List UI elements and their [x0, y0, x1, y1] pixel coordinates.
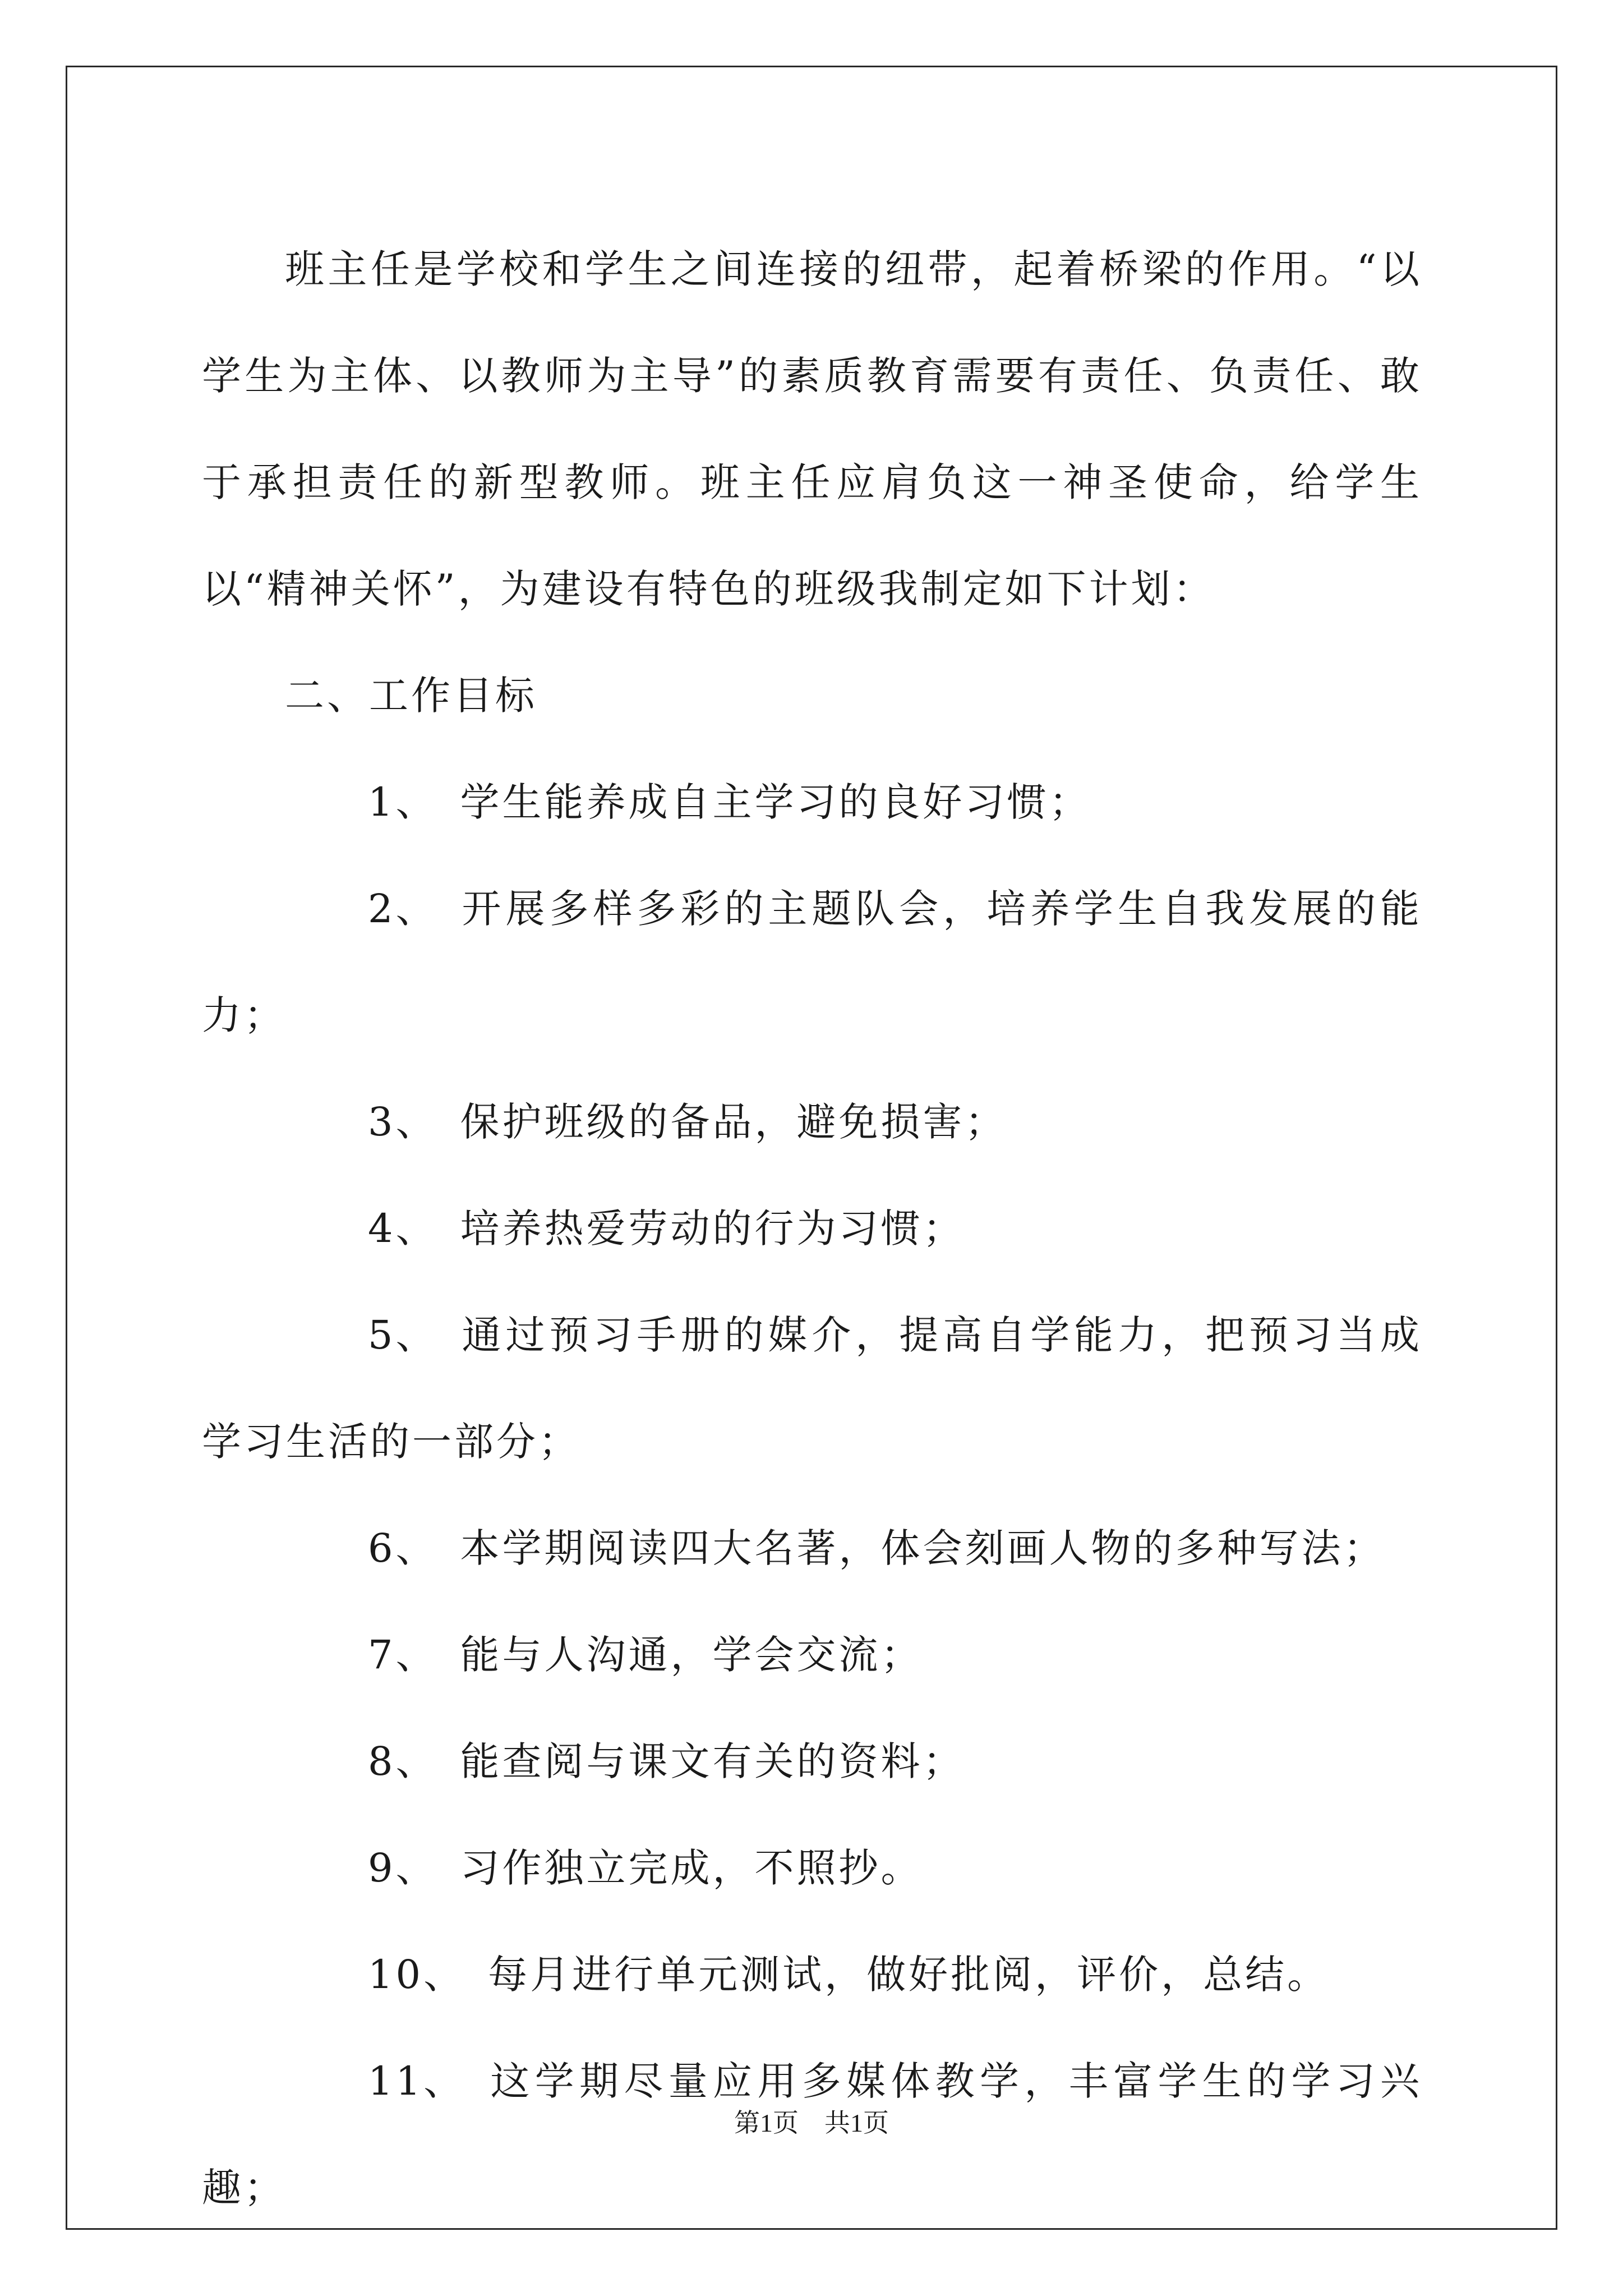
goal-number: 10、 — [368, 1952, 466, 1998]
intro-paragraph: 班主任是学校和学生之间连接的纽带，起着桥梁的作用。“以学生为主体、以教师为主导”的素质教育需要有责任、负责任、敢于承担责任的新型教师。班主任应肩负这一神圣使命，给学生以“精神关怀”，为建设有特色的班级我制定如下计划： — [202, 246, 1422, 612]
goal-item-2 — [202, 855, 1422, 1069]
goal-item-8 — [202, 1708, 1422, 1815]
goal-number: 6、 — [368, 1525, 438, 1571]
goal-item-4 — [202, 1175, 1422, 1282]
page-number: 第1页 — [734, 2109, 799, 2137]
page-count: 共1页 — [824, 2109, 889, 2137]
goal-item-9 — [202, 1815, 1422, 1921]
goal-item-6 — [202, 1495, 1422, 1602]
goal-number: 5、 — [368, 1312, 438, 1358]
goal-item-1 — [202, 749, 1422, 855]
goal-item-3 — [202, 1069, 1422, 1175]
goal-number: 1、 — [368, 779, 438, 825]
goal-number: 4、 — [368, 1205, 438, 1251]
goal-text: 本学期阅读四大名著，体会刻画人物的多种写法； — [460, 1525, 1386, 1571]
goal-text: 通过预习手册的媒介，提高自学能力，把预习当成学习生活的一部分； — [202, 1312, 1422, 1465]
document-body — [202, 216, 1422, 2241]
goal-number: 11、 — [368, 2058, 466, 2104]
goal-item-5 — [202, 1282, 1422, 1495]
goal-number: 8、 — [368, 1738, 438, 1784]
goal-text: 开展多样多彩的主题队会，培养学生自我发展的能力； — [202, 886, 1422, 1038]
goal-text: 学生能养成自主学习的良好习惯； — [460, 779, 1091, 825]
page-footer — [0, 2102, 1623, 2139]
goal-text: 习作独立完成，不照抄。 — [460, 1845, 923, 1891]
goal-text: 保护班级的备品，避免损害； — [460, 1099, 1007, 1145]
goal-item-7 — [202, 1602, 1422, 1708]
goal-number: 7、 — [368, 1632, 438, 1678]
goal-number: 9、 — [368, 1845, 438, 1891]
goal-text: 每月进行单元测试，做好批阅，评价，总结。 — [488, 1952, 1330, 1998]
goal-item-10 — [202, 1921, 1422, 2028]
goal-text: 这学期尽量应用多媒体教学，丰富学生的学习兴趣； — [202, 2058, 1422, 2211]
goal-number: 3、 — [368, 1099, 438, 1145]
goal-number: 2、 — [368, 886, 438, 932]
goal-text: 能与人沟通，学会交流； — [460, 1632, 923, 1678]
section-heading: 二、工作目标 — [285, 673, 537, 719]
goal-text: 能查阅与课文有关的资料； — [460, 1738, 965, 1784]
goal-text: 培养热爱劳动的行为习惯； — [460, 1205, 965, 1251]
